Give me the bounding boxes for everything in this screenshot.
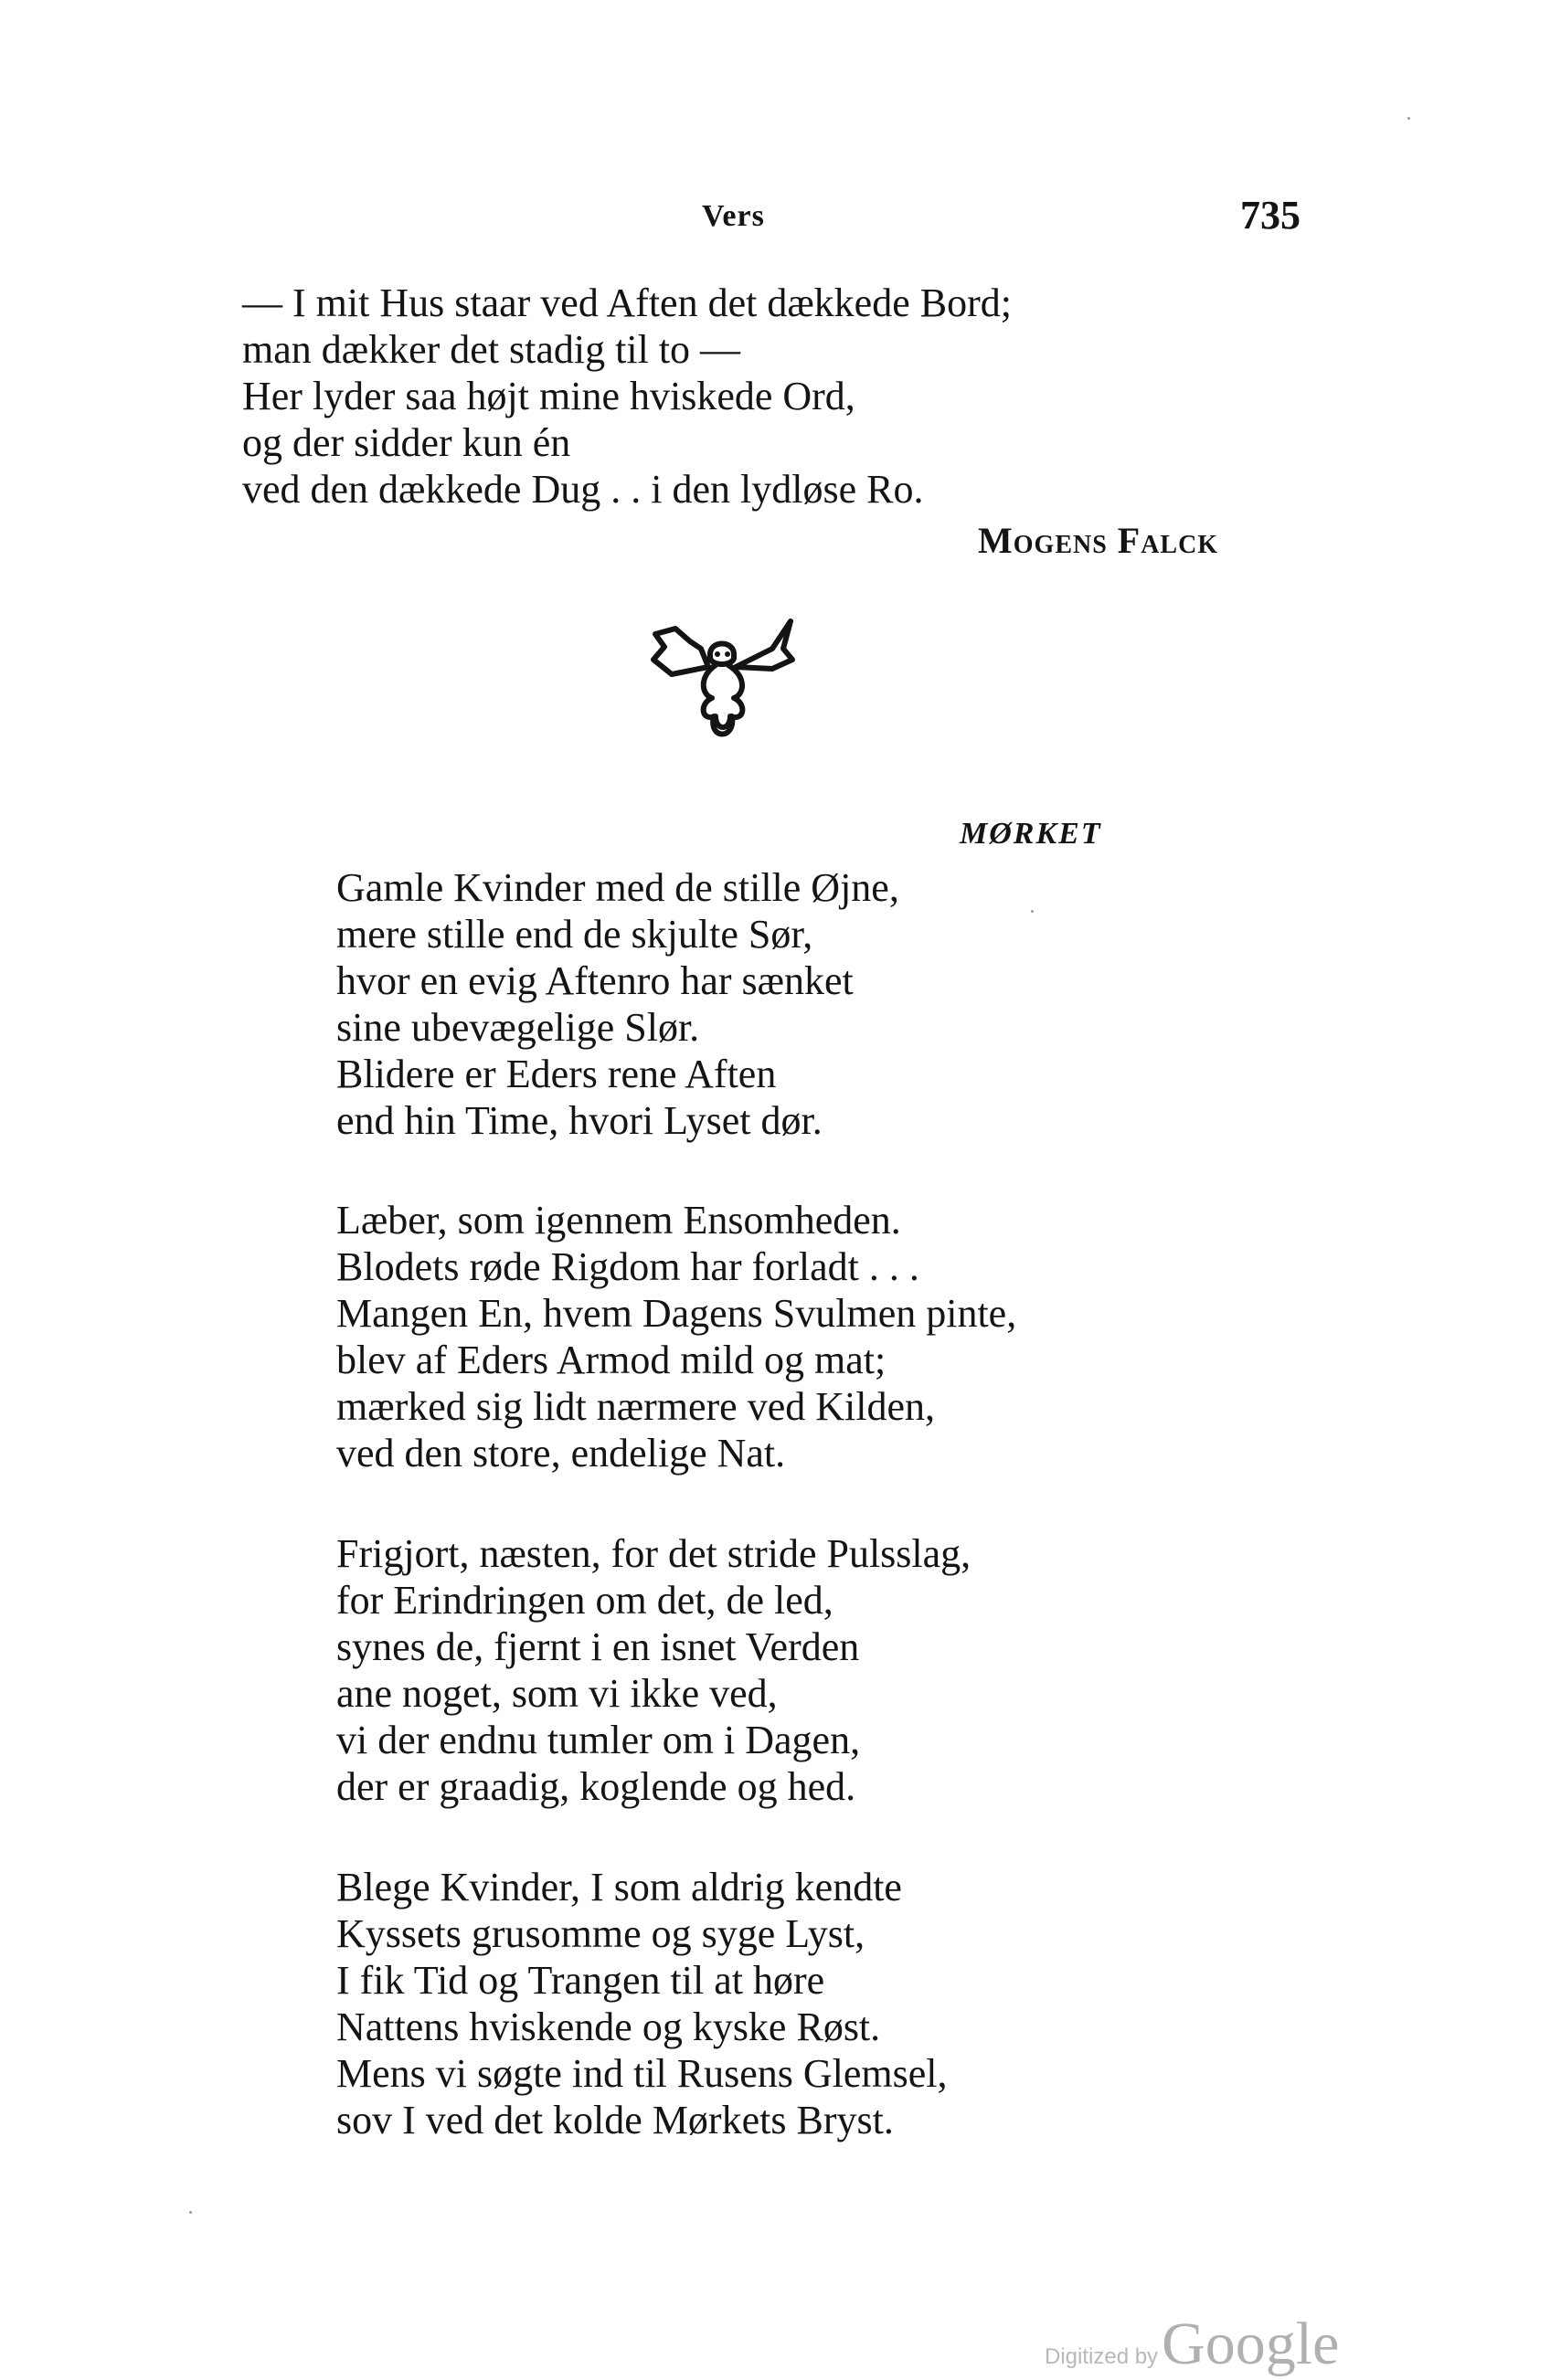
author-signature: Mogens Falck — [978, 520, 1219, 561]
poem-stanza-4 — [336, 1530, 971, 1810]
poem-line: Frigjort, næsten, for det stride Pulsslag, — [336, 1531, 971, 1576]
scan-speck — [189, 2211, 192, 2214]
poem-line: Blege Kvinder, I som aldrig kendte — [336, 1865, 902, 1909]
scan-speck — [1407, 117, 1410, 120]
poem-line: man dækker det stadig til to — — [242, 327, 741, 372]
poem-line: sine ubevægelige Slør. — [336, 1005, 700, 1050]
poem-line: for Erindringen om det, de led, — [336, 1578, 833, 1623]
poem-line: Nattens hviskende og kyske Røst. — [336, 2004, 881, 2049]
poem-stanza-3 — [336, 1197, 1016, 1476]
poem-line: hvor en evig Aftenro har sænket — [336, 958, 854, 1003]
poem-line: Mangen En, hvem Dagens Svulmen pinte, — [336, 1291, 1017, 1336]
poem-line: ane noget, som vi ikke ved, — [336, 1671, 778, 1716]
poem-line: Læber, som igennem Ensomheden. — [336, 1198, 901, 1243]
poem-line: I fik Tid og Trangen til at høre — [336, 1958, 825, 2003]
poem-title: MØRKET — [960, 817, 1102, 851]
scan-speck — [1031, 910, 1034, 913]
google-wordmark: Google — [1162, 2311, 1340, 2377]
poem-stanza-1 — [242, 280, 1012, 513]
poem-line: ved den dækkede Dug . . i den lydløse Ro. — [242, 467, 924, 512]
page-number: 735 — [1240, 193, 1301, 238]
poem-line: sov I ved det kolde Mørkets Bryst. — [336, 2098, 894, 2142]
poem-line: end hin Time, hvori Lyset dør. — [336, 1098, 823, 1143]
poem-line: Mens vi søgte ind til Rusens Glemsel, — [336, 2051, 948, 2096]
poem-line: ved den store, endelige Nat. — [336, 1431, 786, 1476]
running-head: Vers — [702, 199, 765, 233]
poem-line: mere stille end de skjulte Sør, — [336, 912, 813, 957]
poem-line: vi der endnu tumler om i Dagen, — [336, 1718, 861, 1762]
poem-line: synes de, fjernt i en isnet Verden — [336, 1624, 860, 1669]
poem-line: Her lyder saa højt mine hviskede Ord, — [242, 374, 855, 418]
bat-ornament-icon — [644, 603, 800, 749]
poem-line: og der sidder kun én — [242, 420, 571, 465]
poem-stanza-2 — [336, 864, 899, 1144]
poem-stanza-5 — [336, 1864, 948, 2143]
poem-line: Gamle Kvinder med de stille Øjne, — [336, 865, 899, 910]
poem-line: Blidere er Eders rene Aften — [336, 1052, 777, 1096]
poem-line: blev af Eders Armod mild og mat; — [336, 1338, 886, 1382]
digitized-prefix: Digitized by — [1045, 2344, 1159, 2369]
poem-line: Blodets røde Rigdom har forladt . . . — [336, 1244, 919, 1289]
digitized-by-watermark — [1045, 2310, 1339, 2379]
poem-line: — I mit Hus staar ved Aften det dækkede Bord; — [242, 280, 1012, 325]
poem-line: mærked sig lidt nærmere ved Kilden, — [336, 1384, 935, 1429]
poem-line: der er graadig, koglende og hed. — [336, 1764, 856, 1809]
poem-line: Kyssets grusomme og syge Lyst, — [336, 1911, 865, 1956]
